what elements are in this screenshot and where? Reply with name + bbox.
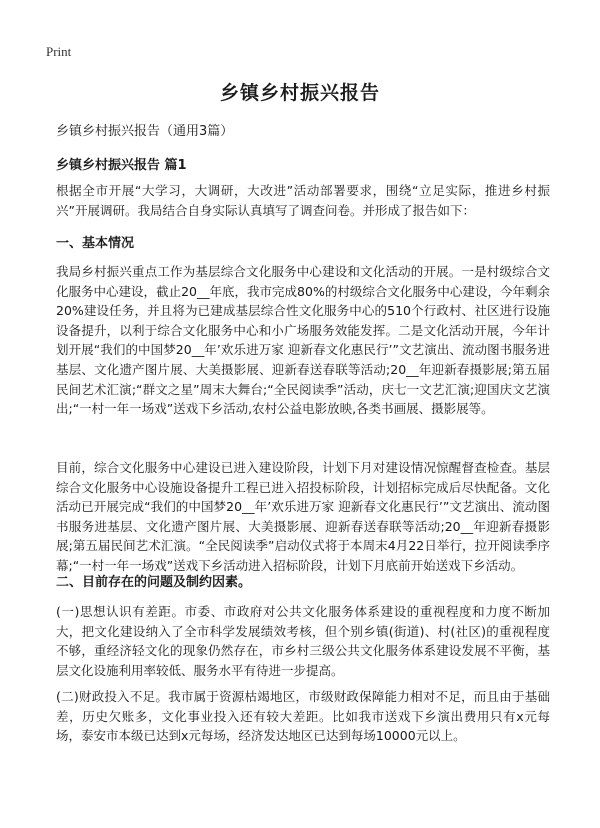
section1-paragraph-1: 我局乡村振兴重点工作为基层综合文化服务中心建设和文化活动的开展。一是村级综合文化服务中心建设，截止20__年底，我市完成80%的村级综合文化服务中心建设，今年剩余20%建设任务，并且将为已建成基层综合性文化服务中心的510个行政村、社区进行设施设备提升，以利于综合文化服务中心和小广场服务效能发挥。二是文化活动开展，今年计划开展“我们的中国梦20__年’欢乐进万家 迎新春文化惠民行’”文艺演出、流动图书服务进基层、文化遗产图片展、大美摄影展、迎新春送春联等活动;20__年迎新春摄影展;第五届民间艺术汇演;“群文之星”周末大舞台;“全民阅读季”活动，庆七一文艺汇演;迎国庆文艺演出;“一村一年一场戏”送戏下乡活动,农村公益电影放映,各类书画展、摄影展等。 bbox=[56, 264, 550, 417]
section1-heading: 一、基本情况 bbox=[56, 236, 135, 251]
section1-paragraph-2: 目前，综合文化服务中心建设已进入建设阶段，计划下月对建设情况惊醒督查检查。基层综合文化服务中心设施设备提升工程已进入招投标阶段，计划招标完成后尽快配备。文化活动已开展完成“我们的中国梦20__年’欢乐进万家 迎新春文化惠民行’”文艺演出、流动图书服务进基层、文化遗产图片展、大美摄影展、迎新春送春联等活动;20__年迎新春摄影展;第五届民间艺术汇演。“全民阅读季”启动仪式将于本周末4月22日举行，拉开阅读季序幕;“一村一年一场戏”送戏下乡活动进入招标阶段，计划下月底前开始送戏下乡活动。 bbox=[56, 460, 550, 573]
section2-paragraph-1: (一)思想认识有差距。市委、市政府对公共文化服务体系建设的重视程度和力度不断加大，把文化建设纳入了全市科学发展绩效考核，但个别乡镇(街道)、村(社区)的重视程度不够，重经济轻文化的现象仍然存在，市乡村三级公共文化服务体系建设发展不平衡，基层文化设施利用率较低、服务水平有待进一步提高。 bbox=[56, 604, 550, 678]
intro-paragraph: 根据全市开展“大学习，大调研，大改进”活动部署要求，围绕“立足实际，推进乡村振兴”开展调研。我局结合自身实际认真填写了调查问卷。并形成了报告如下： bbox=[56, 183, 550, 218]
document-title: 乡镇乡村振兴报告 bbox=[219, 82, 380, 104]
document-subtitle: 乡镇乡村振兴报告（通用3篇） bbox=[56, 124, 234, 139]
section2-heading: 二、目前存在的问题及制约因素。 bbox=[56, 575, 252, 590]
part-heading: 乡镇乡村振兴报告 篇1 bbox=[56, 158, 187, 173]
section2-paragraph-2: (二)财政投入不足。我市属于资源枯竭地区，市级财政保障能力相对不足，而且由于基础差，历史欠账多，文化事业投入还有较大差距。比如我市送戏下乡演出费用只有x元每场，泰安市本级已达到x元每场，经济发达地区已达到每场10000元以上。 bbox=[56, 689, 550, 744]
print-label[interactable]: Print bbox=[46, 44, 72, 59]
